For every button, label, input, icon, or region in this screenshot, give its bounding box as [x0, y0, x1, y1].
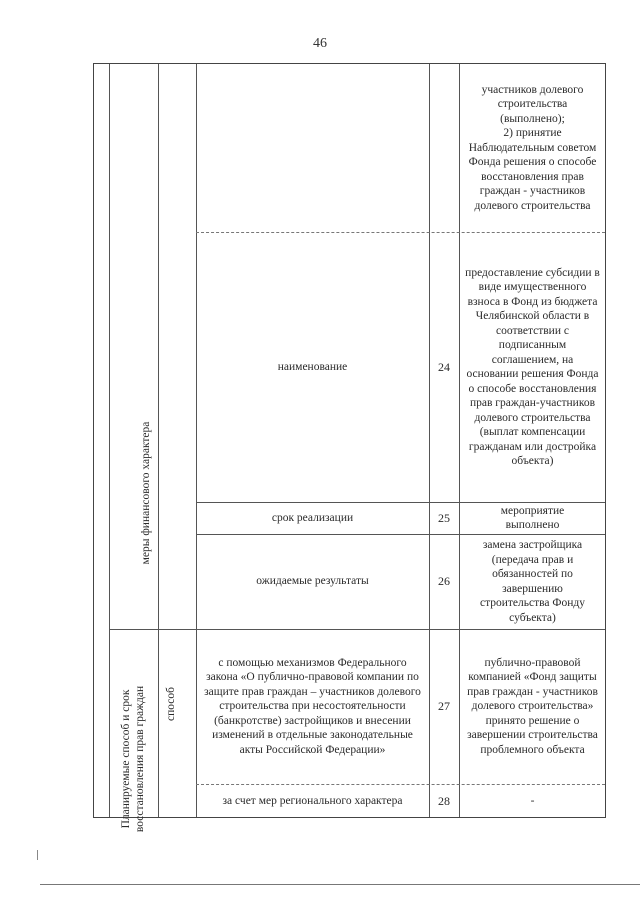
cell-label-name: наименование [277, 360, 348, 373]
section-label-method: способ [165, 687, 177, 722]
cell-label-expected-results: ожидаемые результаты [256, 575, 369, 588]
document-table [93, 63, 606, 833]
cell-value: предоставление субсидии в виде имущественного взноса в Фонд из бюджета Челябинской области в соответствии с подписанным соглашением, на основании решения Фонда о способе восстановления прав граждан-участников долевого строительства (выплат компенсации гражданам или достройка объекта) [465, 266, 600, 467]
cell-row-number: 24 [438, 359, 450, 374]
cell-label-regional-measures: за счет мер регионального характера [222, 794, 403, 807]
cell-value: мероприятие выполнено [500, 504, 565, 531]
cell-row-number: 27 [438, 699, 450, 714]
column-divider [158, 64, 159, 817]
cell-value: замена застройщика (передача прав и обязанностей по завершению строительства Фонду субъекта) [479, 539, 586, 624]
page-number: 46 [313, 36, 327, 51]
cell-label-term: срок реализации [271, 511, 354, 524]
cell-value: - [530, 794, 535, 807]
cell-value-continuation: участников долевого строительства (выполнено); 2) принятие Наблюдательным советом Фонда решения о способе восстановления прав граждан - участников долевого строительства [468, 83, 597, 212]
section-label-planned-method: Планируемые способ и срок восстановления прав граждан [120, 685, 146, 833]
scan-mark [37, 850, 38, 860]
cell-row-number: 28 [438, 793, 450, 808]
section-label-financial-measures: меры финансового характера [140, 421, 152, 565]
column-divider [109, 64, 110, 817]
cell-label-federal-law: с помощью механизмов Федерального закона «О публично-правовой компании по защите прав граждан – участников долевого строительства при несостоятельности (банкротстве) застройщиков и внесении изменений в отдельные законодательные акты Российской Федерации» [204, 656, 421, 756]
cell-row-number: 26 [438, 574, 450, 589]
cell-row-number: 25 [438, 510, 450, 525]
footer-rule [40, 884, 640, 885]
cell-value: публично-правовой компанией «Фонд защиты прав граждан - участников долевого строительства» принято решение о завершении строительства проблемного объекта [467, 656, 598, 756]
